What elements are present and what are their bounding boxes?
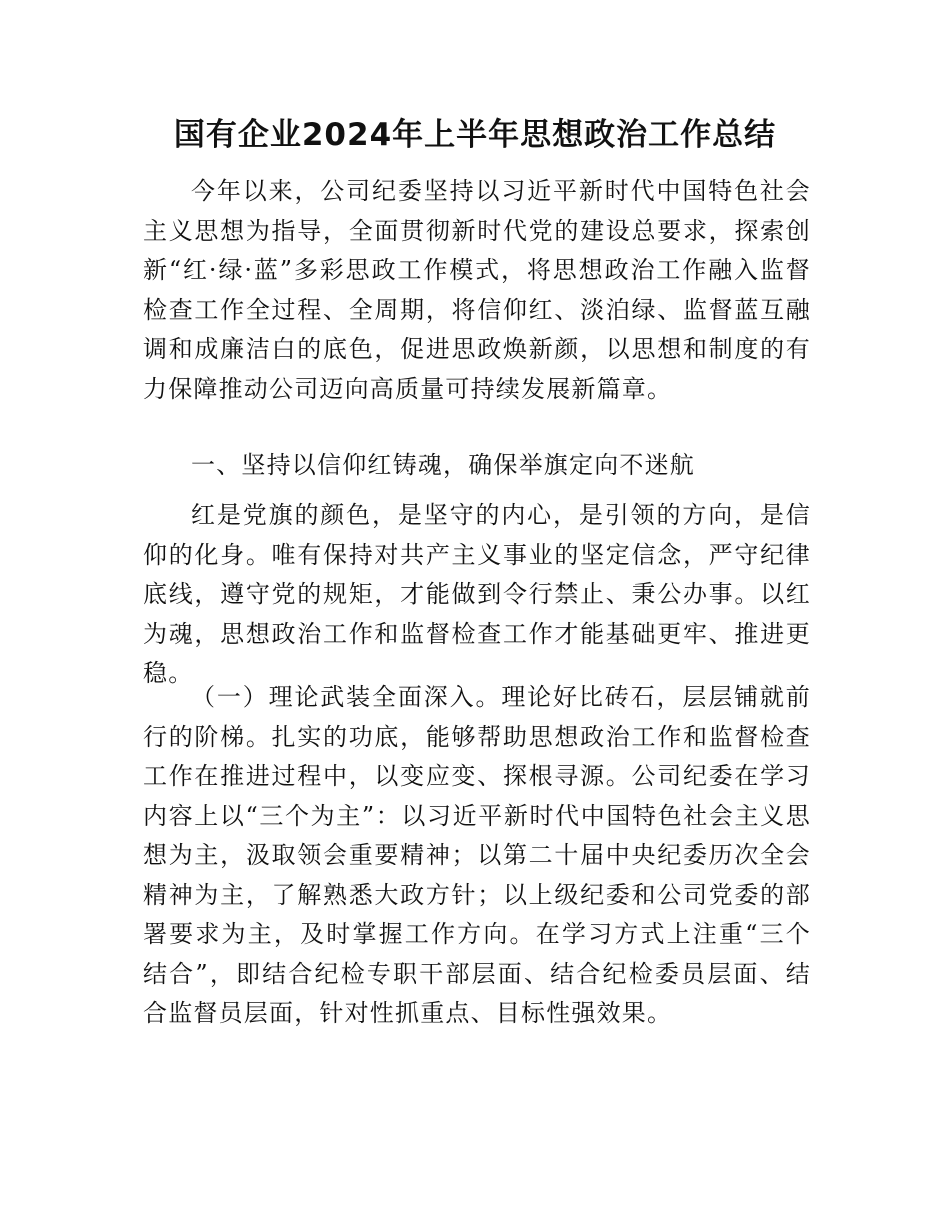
section-heading: 一、坚持以信仰红铸魂，确保举旗定向不迷航 — [191, 451, 695, 479]
subsection-paragraph: （一）理论武装全面深入。理论好比砖石，层层铺就前行的阶梯。扎实的功底，能够帮助思想政治工作和监督检查工作在推进过程中，以变应变、探根寻源。公司纪委在学习内容上以“三个为主”：以习近平新时代中国特色社会主义思想为主，汲取领会重要精神；以第二十届中央纪委历次全会精神为主，了解熟悉大政方针；以上级纪委和公司党委的部署要求为主，及时掌握工作方向。在学习方式上注重“三个结合”，即结合纪检专职干部层面、结合纪检委员层面、结合监督员层面，针对性抓重点、目标性强效果。 — [143, 683, 811, 1027]
document-title: 国有企业2024年上半年思想政治工作总结 — [173, 117, 777, 153]
section-intro-paragraph: 红是党旗的颜色，是坚守的内心，是引领的方向，是信仰的化身。唯有保持对共产主义事业的坚定信念，严守纪律底线，遵守党的规矩，才能做到令行禁止、秉公办事。以红为魂，思想政治工作和监督检查工作才能基础更牢、推进更稳。 — [143, 501, 811, 687]
intro-paragraph: 今年以来，公司纪委坚持以习近平新时代中国特色社会主义思想为指导，全面贯彻新时代党的建设总要求，探索创新“红·绿·蓝”多彩思政工作模式，将思想政治工作融入监督检查工作全过程、全周期，将信仰红、淡泊绿、监督蓝互融调和成廉洁白的底色，促进思政焕新颜，以思想和制度的有力保障推动公司迈向高质量可持续发展新篇章。 — [143, 177, 811, 403]
